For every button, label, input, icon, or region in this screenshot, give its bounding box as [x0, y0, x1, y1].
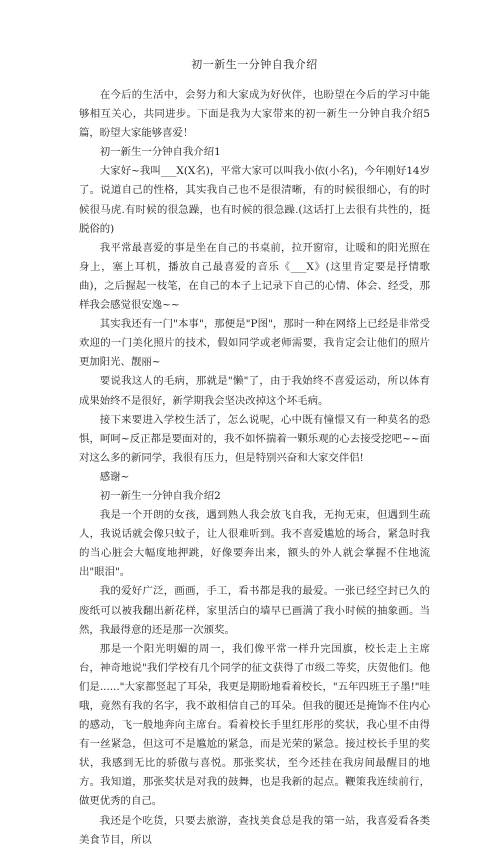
section-heading-1: 初一新生一分钟自我介绍1 [99, 146, 221, 159]
body-paragraph: 要说我这人的毛病，那就是"懒"了，由于我始终不喜爱运动，所以体育成果始终不是很好，新学期我会坚决改掉这个坏毛病。 [79, 375, 430, 407]
body-paragraph: 我还是个吃货，只要去旅游，查找美食总是我的第一站，我喜爱看各类美食节目，所以 [79, 814, 430, 846]
intro-paragraph: 在今后的生活中，会努力和大家成为好伙伴，也盼望在今后的学习中能够相互关心，共同进步。下面是我为大家带来的初一新生一分钟自我介绍5篇，盼望大家能够喜爱！ [79, 89, 430, 140]
body-paragraph: 接下来要进入学校生活了，怎么说呢，心中既有憧憬又有一种莫名的恐惧，呵呵~反正都是要面对的，我不如怀揣着一颗乐观的心去接受挖吧~~面对这么多的新同学，我很有压力，但是特别兴奋和大家交伴侣! [79, 413, 430, 464]
body-paragraph: 大家好~我叫___X(X名)，平常大家可以叫我小依(小名)，今年刚好14岁了。说道自己的性格，其实我自己也不是很清晰，有的时候很细心，有的时候很马虎.有时候的很急躁，也有时候的很急躁.(这话打上去很有共性的，挺脱俗的) [79, 165, 430, 235]
section-heading-2: 初一新生一分钟自我介绍2 [99, 489, 221, 502]
body-paragraph: 我平常最喜爱的事是坐在自己的书桌前，拉开窗帘，让暖和的阳光照在身上，塞上耳机，播放自己最喜爱的音乐《___X》(这里肯定要是抒情歌曲)，之后握起一枝笔，在自己的本子上记录下自己的心情、体会、经受，那样我会感觉很安逸~~ [79, 241, 430, 312]
body-paragraph: 其实我还有一门"本事"，那便是"P图"，那时一种在网络上已经是非常受欢迎的一门美化照片的技术，假如同学或老师需要，我肯定会让他们的照片更加阳光、靓丽~ [79, 318, 430, 369]
document-title: 初一新生一分钟自我介绍 [191, 58, 318, 71]
body-paragraph: 那是一个阳光明媚的周一，我们像平常一样升完国旗，校长走上主席台，神奇地说"我们学校有几个同学的征文获得了市级二等奖，庆贺他们。他们是......"大家都竖起了耳朵，我更是期盼地看着校长，"五年四班王子墨!"哇哦，竟然有我的名字，我不敢相信自己的耳朵。但我的腿还是掩饰不住内心的感动，飞一般地奔向主席台。看着校长手里红彤彤的奖状，我心里不由得有一丝紧急，但这可不是尴尬的紧急，而是光荣的紧急。接过校长手里的奖状，我感到无比的骄傲与喜悦。那张奖状，至今还挂在我房间最醒目的地方。我知道，那张奖状是对我的鼓舞，也是我新的起点。鞭策我连续前行，做更优秀的自己。 [79, 642, 430, 808]
body-paragraph: 我是一个开朗的女孩，遇到熟人我会放飞自我，无拘无束，但遇到生疏人，我说话就会像只蚊子，让人很难听到。我不喜爱尴尬的场合，紧急时我的当心脏会大幅度地押跳，好像要奔出来，额头的外人就会掌握不住地流出"眼泪"。 [79, 509, 430, 579]
thanks-line: 感谢~ [99, 470, 130, 483]
body-paragraph: 我的爱好广泛，画画，手工，看书都是我的最爱。一张已经空封已久的废纸可以被我翻出新花样，家里活白的墙早已画满了我小时候的抽象画。当然，我最得意的还是那一次颁奖。 [79, 585, 430, 636]
